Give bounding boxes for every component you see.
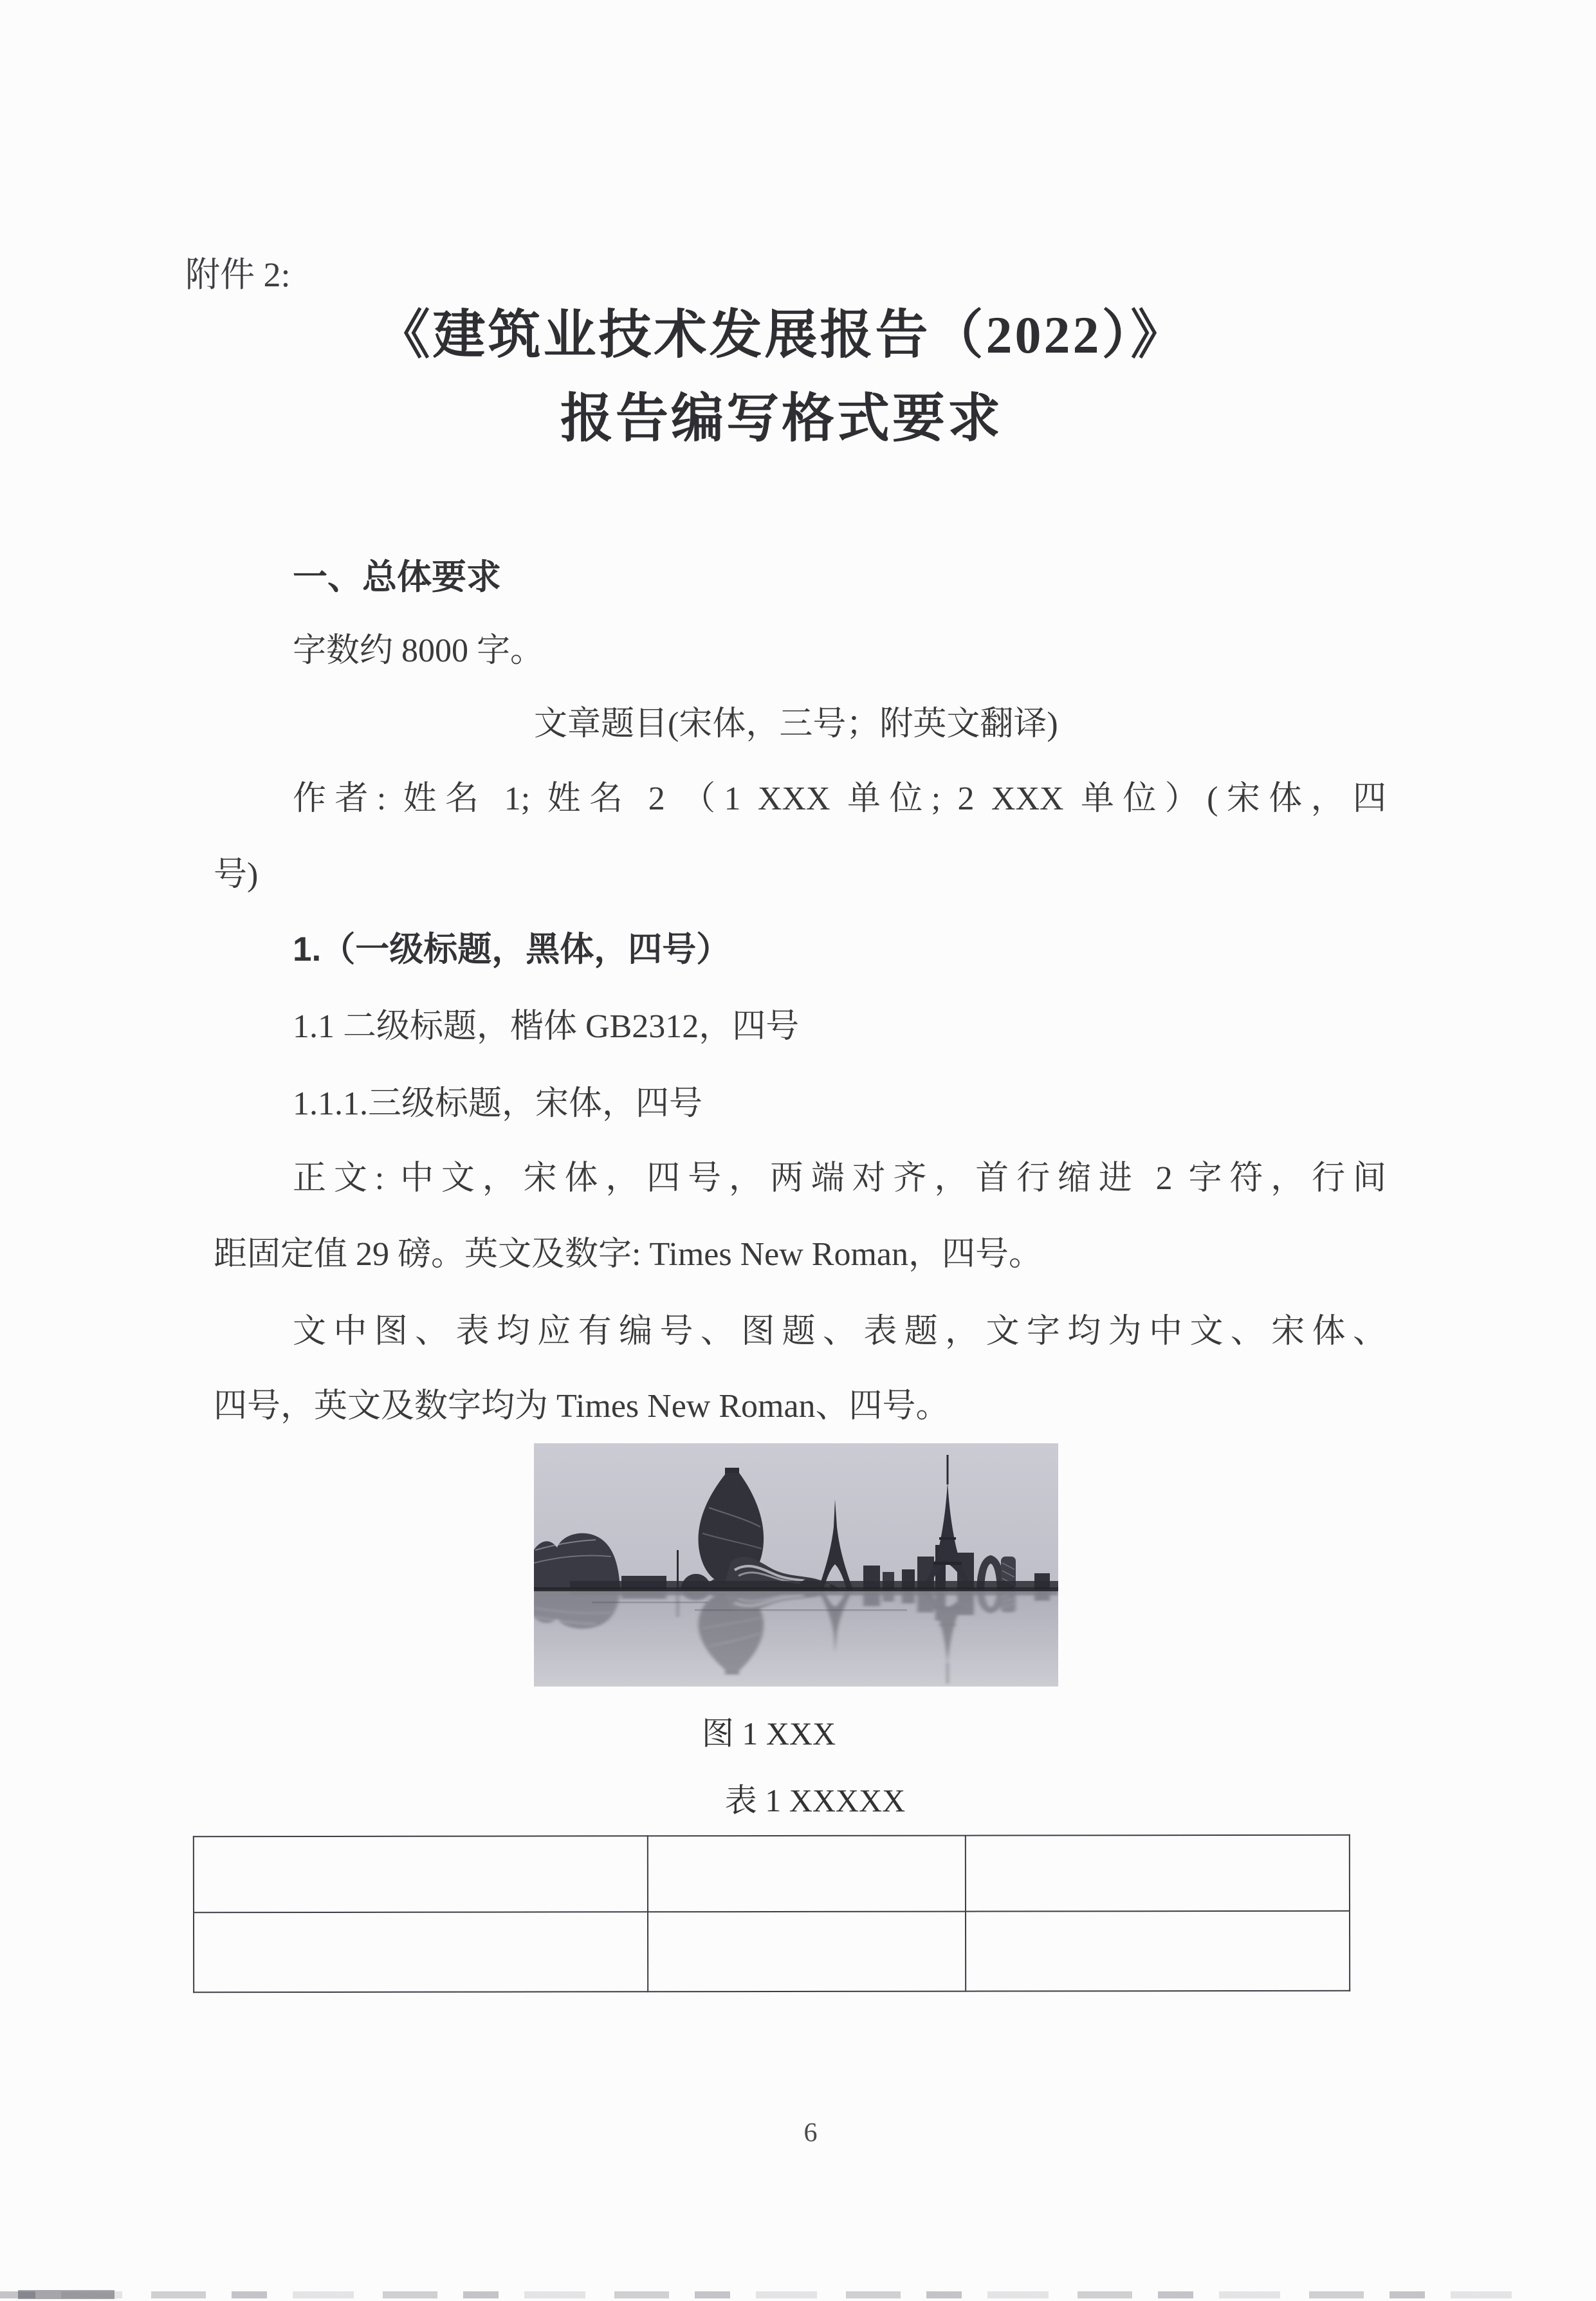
figure-1-caption: 图 1 XXX <box>701 1715 836 1751</box>
document-title-line1: 《建筑业技术发展报告（2022）》 <box>377 306 1186 364</box>
table-cell <box>194 1836 648 1912</box>
figure-table-spec-line-1: 文中图、表均应有编号、图题、表题，文字均为中文、宋体、 <box>293 1313 1386 1350</box>
scanner-edge-artifact <box>0 2291 1518 2298</box>
table-cell <box>966 1835 1350 1912</box>
table-cell <box>648 1912 966 1992</box>
table-cell <box>648 1836 966 1912</box>
figure-table-spec-line-2: 四号，英文及数字均为 Times New Roman、四号。 <box>214 1388 949 1425</box>
heading2-spec-line: 1.1 二级标题，楷体 GB2312，四号 <box>293 1008 800 1045</box>
heading3-spec-line: 1.1.1.三级标题，宋体，四号 <box>293 1086 703 1122</box>
table-1-caption: 表 1 XXXXX <box>724 1782 906 1818</box>
body-spec-line-2: 距固定值 29 磅。英文及数字: Times New Roman，四号。 <box>214 1236 1042 1273</box>
table-row <box>194 1911 1350 1993</box>
attachment-label: 附件 2: <box>185 255 291 294</box>
table-1 <box>193 1834 1350 1993</box>
body-spec-line-1: 正文: 中文，宋体，四号，两端对齐，首行缩进 2 字符，行间 <box>293 1160 1386 1197</box>
table-cell <box>194 1912 648 1992</box>
table-row <box>194 1835 1350 1913</box>
section-heading: 一、总体要求 <box>293 558 501 596</box>
page-number: 6 <box>803 2118 818 2148</box>
document-title-line2: 报告编写格式要求 <box>560 389 1003 448</box>
table-cell <box>966 1911 1350 1991</box>
scanner-edge-artifact-blob <box>18 2290 115 2299</box>
word-count-line: 字数约 8000 字。 <box>293 633 544 669</box>
city-skyline-sketch-image <box>534 1443 1058 1686</box>
heading1-spec-line: 1.（一级标题，黑体，四号） <box>293 930 731 968</box>
article-title-spec-line: 文章题目(宋体，三号；附英文翻译) <box>534 706 1058 743</box>
author-spec-line-2: 号) <box>214 856 259 893</box>
author-spec-line-1: 作者: 姓名 1; 姓名 2 （1 XXX 单位; 2 XXX 单位）(宋体，四 <box>293 781 1386 817</box>
